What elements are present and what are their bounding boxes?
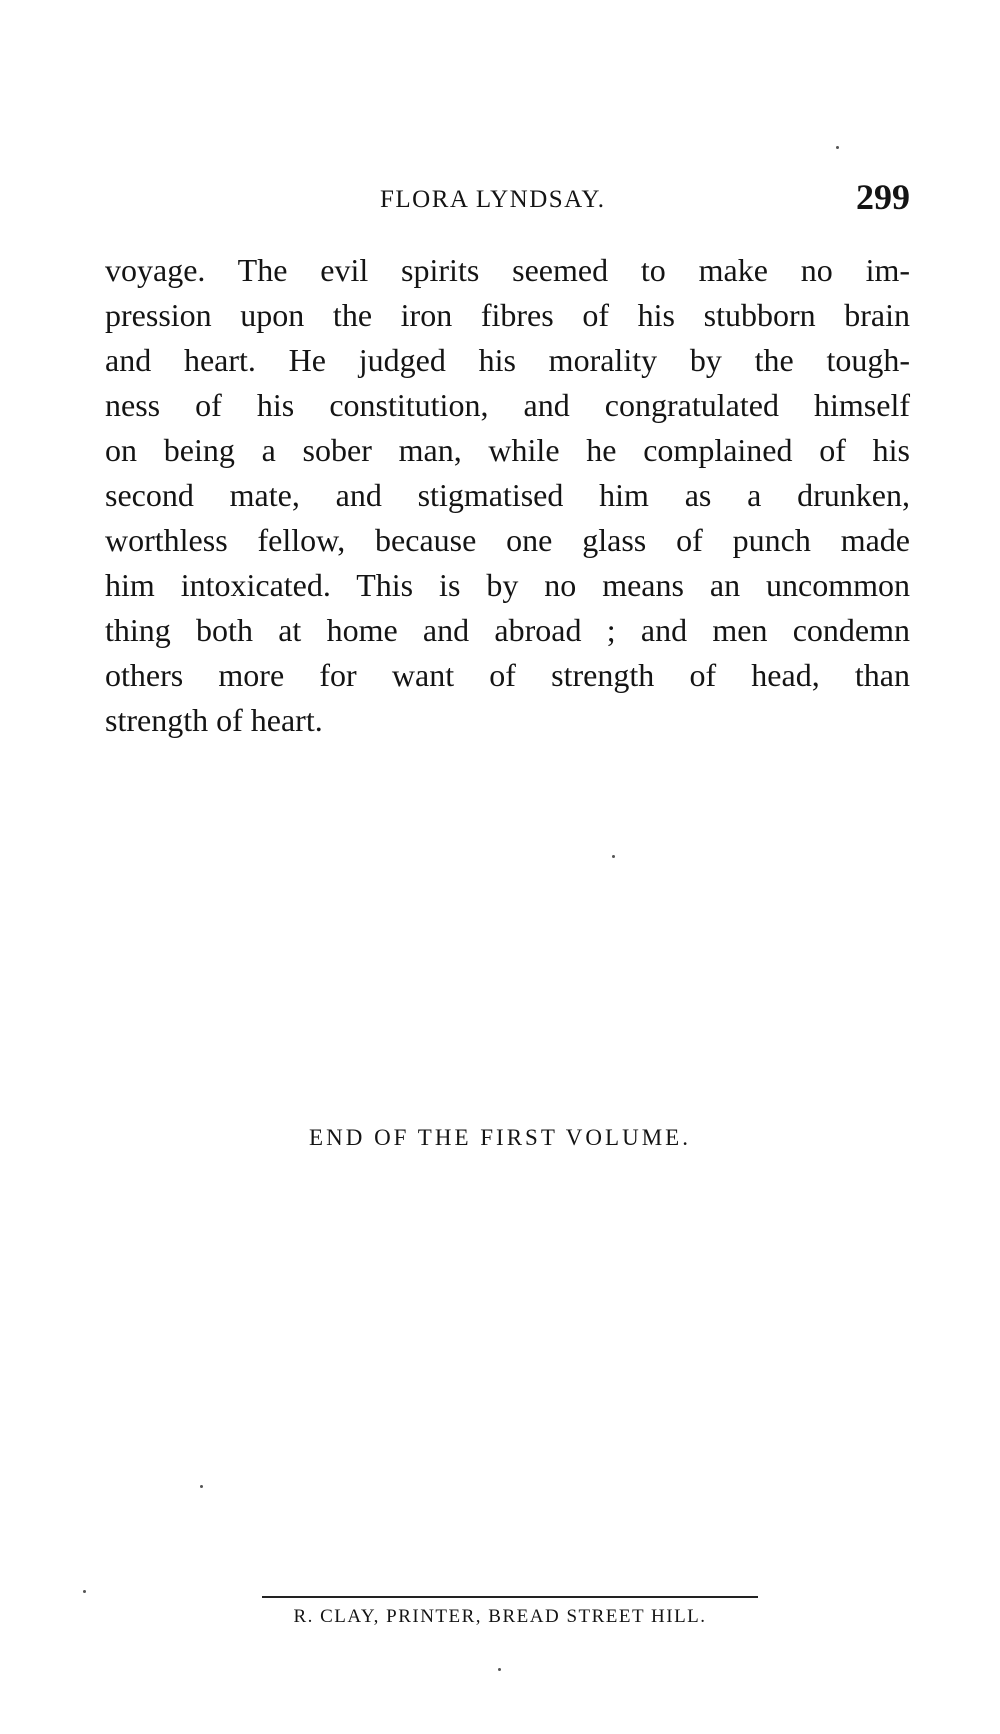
text-line: strength of heart. [105, 702, 323, 738]
text-line: ness of his constitution, and congratulated himself [105, 387, 910, 423]
end-of-volume-notice: END OF THE FIRST VOLUME. [309, 1125, 691, 1150]
text-line: others more for want of strength of head, than [105, 657, 910, 693]
paper-speck [83, 1590, 86, 1593]
paper-speck [836, 146, 839, 149]
text-line: and heart. He judged his morality by the tough- [105, 342, 910, 378]
text-line: worthless fellow, because one glass of punch made [105, 522, 910, 558]
text-line: second mate, and stigmatised him as a drunken, [105, 477, 910, 513]
paper-speck [200, 1485, 203, 1488]
running-title: FLORA LYNDSAY. [380, 186, 606, 213]
printer-rule-divider [262, 1596, 758, 1598]
text-line: on being a sober man, while he complained of his [105, 432, 910, 468]
body-paragraph [105, 248, 910, 743]
page-number: 299 [856, 177, 910, 217]
paper-speck [612, 855, 615, 858]
paper-speck [498, 1668, 501, 1671]
text-line: him intoxicated. This is by no means an uncommon [105, 567, 910, 603]
text-line: thing both at home and abroad ; and men condemn [105, 612, 910, 648]
text-line: voyage. The evil spirits seemed to make no im- [105, 252, 910, 288]
printer-imprint: R. CLAY, PRINTER, BREAD STREET HILL. [293, 1606, 707, 1627]
running-head [105, 176, 910, 226]
text-line: pression upon the iron fibres of his stubborn brain [105, 297, 910, 333]
